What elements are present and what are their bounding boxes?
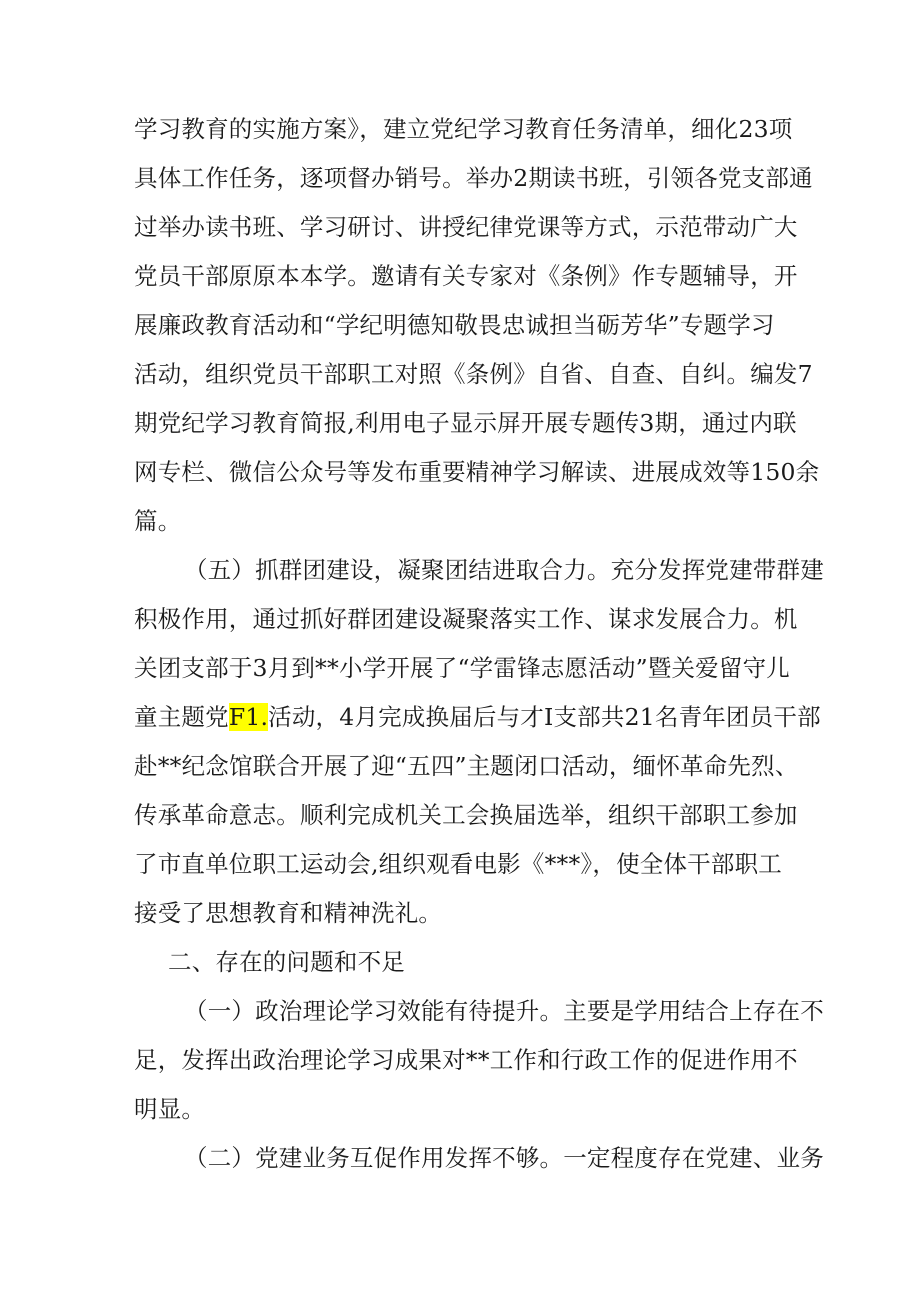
section-heading-line: （五）抓群团建设，凝聚团结进取合力。充分发挥党建带群建 xyxy=(184,556,824,584)
paragraph-line: 网专栏、微信公众号等发布重要精神学习解读、进展成效等150余 xyxy=(134,458,820,486)
subsection-heading-line: （二）党建业务互促作用发挥不够。一定程度存在党建、业务 xyxy=(184,1144,824,1172)
paragraph-line: 过举办读书班、学习研讨、讲授纪律党课等方式，示范带动广大 xyxy=(134,213,798,241)
paragraph-line: 期党纪学习教育简报,利用电子显示屏开展专题传3期，通过内联 xyxy=(134,409,797,437)
line-text-part: 童主题党 xyxy=(134,703,229,731)
highlighted-text: F1. xyxy=(228,703,269,731)
paragraph-line xyxy=(134,702,821,732)
paragraph-line: 传承革命意志。顺利完成机关工会换届选举，组织干部职工参加 xyxy=(134,801,798,829)
paragraph-line: 篇。 xyxy=(134,507,182,535)
paragraph-line: 展廉政教育活动和“学纪明德知敬畏忠诚担当砺芳华”专题学习 xyxy=(134,311,775,339)
paragraph-line: 具体工作任务，逐项督办销号。举办2期读书班，引领各党支部通 xyxy=(134,164,813,192)
paragraph-line: 关团支部于3月到**小学开展了“学雷锋志愿活动”暨关爱留守儿 xyxy=(134,654,790,682)
paragraph-line: 积极作用，通过抓好群团建设凝聚落实工作、谋求发展合力。机 xyxy=(134,605,798,633)
paragraph-line: 学习教育的实施方案》，建立党纪学习教育任务清单，细化23项 xyxy=(134,115,793,143)
line-text-part: 活动，4月完成换届后与才I支部共21名青年团员干部 xyxy=(268,703,821,731)
paragraph-line: 活动，组织党员干部职工对照《条例》自省、自查、自纠。编发7 xyxy=(134,360,813,388)
section-heading: 二、存在的问题和不足 xyxy=(168,948,405,976)
paragraph-line: 党员干部原原本本学。邀请有关专家对《条例》作专题辅导，开 xyxy=(134,262,798,290)
paragraph-line: 赴**纪念馆联合开展了迎“五四”主题闭口活动，缅怀革命先烈、 xyxy=(134,752,799,780)
paragraph-line: 明显。 xyxy=(134,1095,206,1123)
paragraph-line: 足，发挥出政治理论学习成果对**工作和行政工作的促进作用不 xyxy=(134,1046,798,1074)
paragraph-line: 了市直单位职工运动会,组织观看电影《***》，使全体干部职工 xyxy=(134,850,782,878)
paragraph-line: 接受了思想教育和精神洗礼。 xyxy=(134,899,443,927)
subsection-heading-line: （一）政治理论学习效能有待提升。主要是学用结合上存在不 xyxy=(184,997,824,1025)
